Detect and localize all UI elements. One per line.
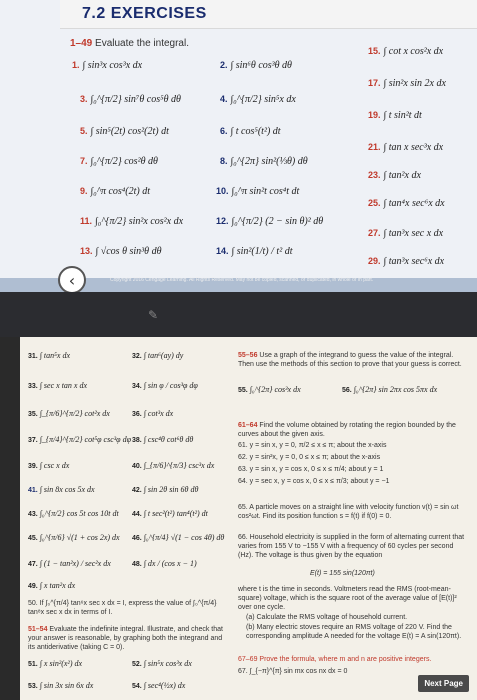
exercise-29: 29. ∫ tan³x sec⁶x dx (368, 256, 445, 267)
exercise-44: 44. ∫ t sec²(t²) tan⁴(t²) dt (132, 509, 208, 518)
exercise-17: 17. ∫ sin²x sin 2x dx (368, 78, 446, 89)
exercise-65: 65. A particle moves on a straight line with velocity function v(t) = sin ωt cos²ωt. Find its position function s = f(t) if f(0) = 0. (238, 504, 459, 520)
exercise-21: 21. ∫ tan x sec³x dx (368, 142, 444, 153)
exercise-42: 42. ∫ sin 2θ sin 6θ dθ (132, 485, 199, 494)
exercise-15: 15. ∫ cot x cos²x dx (368, 46, 444, 57)
exercise-56: 56. ∫₀^{2π} sin 2πx cos 5πx dx (342, 385, 438, 394)
exercise-38: 38. ∫ csc⁴θ cot⁶θ dθ (132, 435, 194, 444)
exercise-53: 53. ∫ sin 3x sin 6x dx (28, 681, 94, 690)
exercise-64: 64. y = sec x, y = cos x, 0 ≤ x ≤ π/3; about y = −1 (238, 478, 390, 485)
chevron-left-icon: ‹ (68, 270, 76, 290)
exercise-67: 67. ∫_{−π}^{π} sin mx cos nx dx = 0 (238, 668, 348, 675)
exercise-66a: (a) Calculate the RMS voltage of household current. (246, 614, 408, 621)
exercises-67-69-instruction: 67–69 Prove the formula, where m and n are positive integers. (238, 656, 432, 663)
instruction-text: Evaluate the integral. (95, 38, 189, 49)
exercise-40: 40. ∫_{π/6}^{π/3} csc³x dx (132, 461, 215, 470)
exercise-52: 52. ∫ sin⁵x cos³x dx (132, 659, 192, 668)
exercises-61-64-instruction: 61–64 Find the volume obtained by rotating the region bounded by the curves about the given axis. (238, 422, 456, 438)
exercise-31: 31. ∫ tan⁵x dx (28, 351, 71, 360)
exercise-62: 62. y = sin²x, y = 0, 0 ≤ x ≤ π; about the x-axis (238, 454, 381, 461)
textbook-photo-top (0, 0, 477, 292)
exercise-54: 54. ∫ sec⁴(½x) dx (132, 681, 186, 690)
exercise-36: 36. ∫ cot³x dx (132, 409, 174, 418)
exercise-66: 66. Household electricity is supplied in the form of alternating current that varies from 155 V to −155 V with a frequency of 60 cycles per second (Hz). The voltage is thus given by the equation (238, 534, 465, 559)
exercise-3: 3. ∫₀^{π/2} sin⁷θ cos⁵θ dθ (80, 94, 181, 105)
exercise-37: 37. ∫_{π/4}^{π/2} cot⁵φ csc³φ dφ (28, 435, 132, 444)
exercise-49: 49. ∫ x tan²x dx (28, 581, 76, 590)
exercise-51: 51. ∫ x sin²(x²) dx (28, 659, 83, 668)
exercise-55: 55. ∫₀^{2π} cos³x dx (238, 385, 301, 394)
pen-icon: ✎ (148, 308, 159, 322)
exercise-2: 2. ∫ sin⁶θ cos³θ dθ (220, 60, 292, 71)
exercise-33: 33. ∫ sec x tan x dx (28, 381, 88, 390)
next-page-button[interactable]: Next Page (418, 675, 469, 692)
exercises-55-56-instruction: 55–56 Use a graph of the integrand to guess the value of the integral. Then use the methods of this section to prove that your guess is correct. (238, 352, 462, 368)
exercise-7: 7. ∫₀^{π/2} cos²θ dθ (80, 156, 158, 167)
exercise-43: 43. ∫₀^{π/2} cos 5t cos 10t dt (28, 509, 119, 518)
exercise-14: 14. ∫ sin²(1/t) / t² dt (216, 246, 293, 257)
exercise-35: 35. ∫_{π/6}^{π/2} cot²x dx (28, 409, 110, 418)
textbook-page-bottom (20, 337, 477, 700)
exercise-34: 34. ∫ sin φ / cos³φ dφ (132, 381, 198, 390)
exercise-10: 10. ∫₀^π sin²t cos⁴t dt (216, 186, 300, 197)
exercise-19: 19. ∫ t sin²t dt (368, 110, 422, 121)
exercise-66-text: where t is the time in seconds. Voltmeters read the RMS (root-mean-square) voltage, which is the square root of the average value of [E(t)]² over one cycle. (238, 586, 457, 611)
exercise-66b: (b) Many electric stoves require an RMS voltage of 220 V. Find the corresponding amplitude A needed for the voltage E(t) = A sin(120πt). (246, 624, 462, 640)
exercise-45: 45. ∫₀^{π/6} √(1 + cos 2x) dx (28, 533, 120, 542)
exercise-27: 27. ∫ tan³x sec x dx (368, 228, 444, 239)
exercise-9: 9. ∫₀^π cos⁴(2t) dt (80, 186, 150, 197)
exercise-46: 46. ∫₀^{π/4} √(1 − cos 4θ) dθ (132, 533, 225, 542)
exercises-51-54-instruction: 51–54 Evaluate the indefinite integral. Illustrate, and check that your answer is reasonable, by graphing both the integrand and its antiderivative (taking C = 0). (28, 626, 223, 651)
dark-gap (0, 292, 477, 337)
exercise-63: 63. y = sin x, y = cos x, 0 ≤ x ≤ π/4; about y = 1 (238, 466, 384, 473)
exercise-25: 25. ∫ tan⁴x sec⁶x dx (368, 198, 445, 209)
back-button[interactable] (58, 266, 86, 292)
exercise-13: 13. ∫ √cos θ sin³θ dθ (80, 246, 162, 257)
exercise-23: 23. ∫ tan²x dx (368, 170, 421, 181)
exercise-8: 8. ∫₀^{2π} sin²(⅓θ) dθ (220, 156, 308, 167)
exercise-5: 5. ∫ sin⁵(2t) cos²(2t) dt (80, 126, 169, 137)
exercise-48: 48. ∫ dx / (cos x − 1) (132, 559, 197, 568)
exercise-12: 12. ∫₀^{π/2} (2 − sin θ)² dθ (216, 216, 324, 227)
instruction-range: 1–49 (70, 38, 93, 49)
exercise-47: 47. ∫ (1 − tan²x) / sec²x dx (28, 559, 111, 568)
exercise-41: 41. ∫ sin 8x cos 5x dx (28, 485, 95, 494)
exercise-11: 11. ∫₀^{π/2} sin²x cos²x dx (80, 216, 184, 227)
equation-66: E(t) = 155 sin(120πt) (310, 570, 375, 577)
section-title: 7.2 EXERCISES (82, 5, 207, 22)
exercise-4: 4. ∫₀^{π/2} sin⁵x dx (220, 94, 296, 105)
exercise-1: 1. ∫ sin³x cos³x dx (72, 60, 143, 71)
exercise-39: 39. ∫ csc x dx (28, 461, 70, 470)
exercise-6: 6. ∫ t cos⁵(t²) dt (220, 126, 281, 137)
exercise-61: 61. y = sin x, y = 0, π/2 ≤ x ≤ π; about the x-axis (238, 442, 387, 449)
copyright-notice: Copyright 2016 Cengage Learning. All Rights Reserved. May not be copied, scanned, or duplicated, in whole or in part. (110, 277, 374, 283)
instruction (70, 38, 189, 49)
exercise-50: 50. If ∫₀^{π/4} tan⁶x sec x dx = I, express the value of ∫₀^{π/4} tan⁸x sec x dx in terms of I. (28, 600, 217, 616)
exercise-32: 32. ∫ tan⁶(ay) dy (132, 351, 184, 360)
